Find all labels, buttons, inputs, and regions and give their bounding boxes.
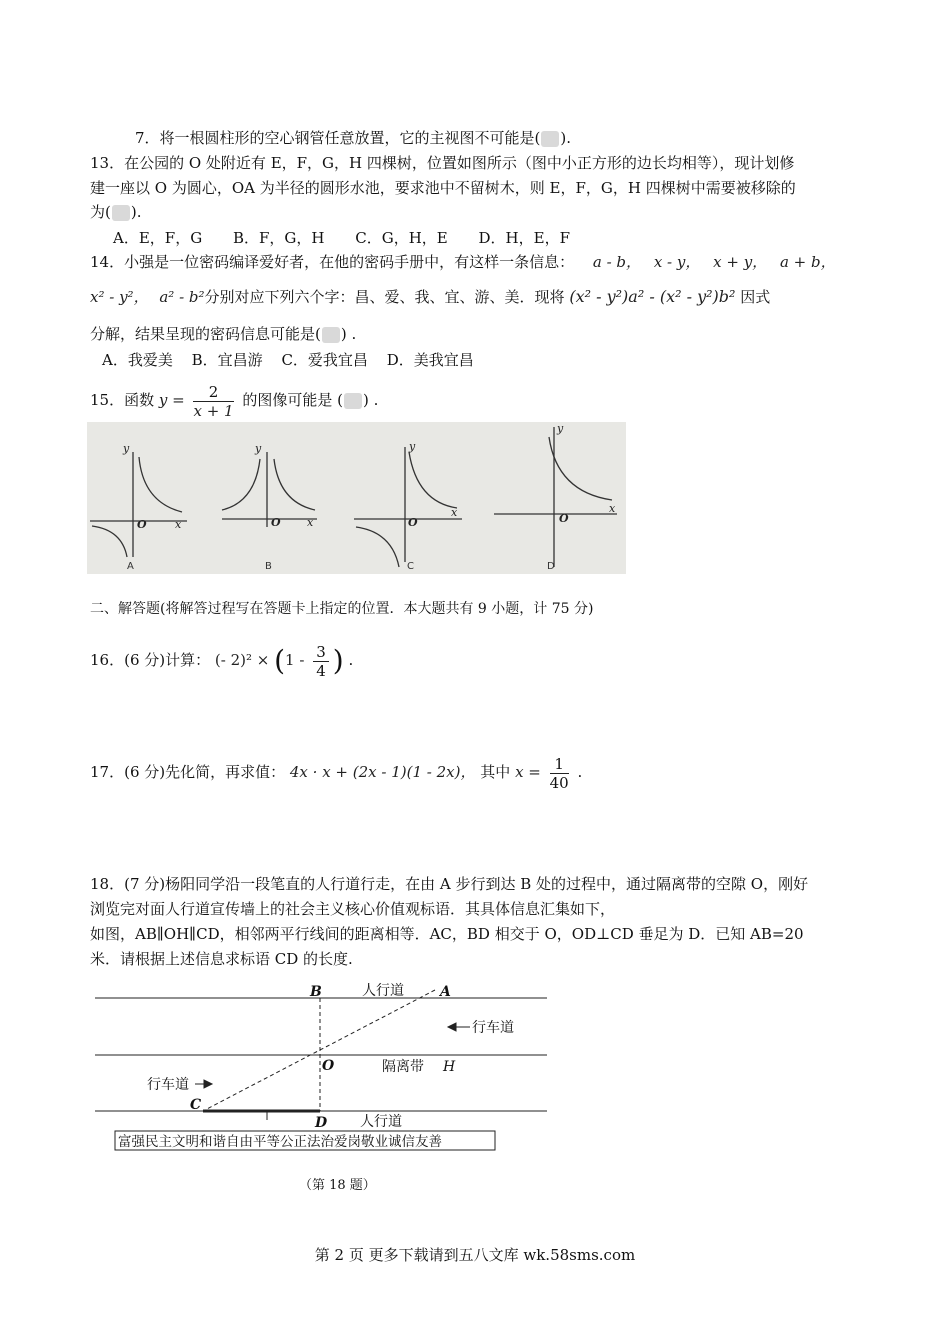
- slogan-text: 富强民主文明和谐自由平等公正法治爱岗敬业诚信友善: [118, 1134, 442, 1150]
- answer-blank: [322, 327, 340, 343]
- graph-b-curve-left: [222, 459, 260, 510]
- answer-blank: [344, 393, 362, 409]
- expr-x2-minus-y2: x² - y²，: [90, 288, 149, 306]
- expr-a2-minus-b2: a² - b²: [159, 288, 205, 306]
- graph-b-y-label: y: [255, 442, 262, 455]
- page-footer: 第 2 页 更多下载请到五八文库 wk.58sms.com: [314, 1246, 636, 1264]
- lane-arrow-head-left: [448, 1023, 456, 1031]
- graph-a-y-label: y: [123, 442, 130, 455]
- graph-c-origin: O: [408, 516, 418, 529]
- q13-line3: 为( ).: [90, 203, 142, 221]
- expr-a-minus-b: a - b，: [592, 253, 642, 271]
- q7-text: 7．将一根圆柱形的空心钢管任意放置，它的主视图不可能是(: [135, 129, 541, 147]
- q14-option-d: D．美我宜昌: [386, 351, 474, 369]
- label-sidewalk-bottom: 人行道: [360, 1114, 402, 1130]
- answer-blank: [541, 131, 559, 147]
- label-sidewalk-top: 人行道: [362, 983, 404, 999]
- q16-line: 16．(6 分)计算： (- 2)² × (1 - $\frac{3}{4}$ ) .: [90, 642, 354, 680]
- q18-line3: 如图，AB∥OH∥CD，相邻两平行线间的距离相等．AC，BD 相交于 O，OD⊥CD 垂足为 D．已知 AB=20: [90, 925, 804, 943]
- q13-option-c: C．G，H，E: [355, 229, 448, 247]
- lane-arrow-head-right: [204, 1080, 212, 1088]
- graph-c-x-label: x: [451, 506, 458, 519]
- q14-option-b: B．宜昌游: [191, 351, 263, 369]
- q13-option-d: D．H，E，F: [478, 229, 570, 247]
- label-c: C: [190, 1097, 202, 1113]
- graph-a-curve-right: [139, 457, 182, 512]
- graph-b-x-label: x: [307, 516, 314, 529]
- label-divider: 隔离带: [382, 1059, 424, 1075]
- answer-blank: [112, 205, 130, 221]
- q18-line2: 浏览完对面人行道宣传墙上的社会主义核心价值观标语．其具体信息汇集如下，: [90, 900, 616, 918]
- graph-c-curve-left: [356, 527, 399, 567]
- q18-diagram: [90, 975, 560, 1155]
- expr-main: (x² - y²)a² - (x² - y²)b²: [569, 287, 736, 306]
- q15-line: 15．函数 y = $\frac{2}{x + 1}$ 的图像可能是 ( ) .: [90, 382, 379, 420]
- graph-d-y-label: y: [557, 422, 564, 435]
- graph-d-label: D: [547, 561, 555, 572]
- graph-b-origin: O: [271, 516, 281, 529]
- q17-fraction: $\frac{1}{40}$: [549, 754, 569, 792]
- label-d: D: [315, 1115, 328, 1131]
- graph-a-x-label: x: [175, 518, 182, 531]
- graph-c-label: C: [407, 561, 414, 572]
- q15-graph-panel: [87, 422, 626, 574]
- expr-x-plus-y: x + y，: [713, 253, 768, 271]
- label-lane-left: 行车道: [147, 1077, 189, 1093]
- q13-line2: 建一座以 O 为圆心，OA 为半径的圆形水池，要求池中不留树木，则 E，F，G，H 四棵树中需要被移除的: [90, 179, 796, 197]
- q14-option-a: A．我爱美: [102, 351, 173, 369]
- q16-fraction: $\frac{3}{4}$: [313, 643, 329, 680]
- graph-a-curve-left: [92, 526, 127, 557]
- q13-option-a: A．E，F，G: [113, 229, 203, 247]
- q15-graphs-svg: [87, 422, 626, 574]
- q13-option-b: B．F，G，H: [232, 229, 325, 247]
- q7-line: 7．将一根圆柱形的空心钢管任意放置，它的主视图不可能是( ).: [135, 129, 572, 147]
- label-a: A: [440, 984, 451, 1000]
- graph-c-y-label: y: [409, 440, 416, 453]
- graph-d-x-label: x: [609, 502, 616, 515]
- expr-x-minus-y: x - y，: [653, 253, 701, 271]
- graph-a-label: A: [127, 561, 134, 572]
- label-h: H: [443, 1059, 456, 1075]
- q14-line2: x² - y²， a² - b²分别对应下列六个字：昌、爱、我、宜、游、美．现将 (x² - y²)a² - (x² - y²)b² 因式: [90, 287, 771, 306]
- graph-d-origin: O: [559, 512, 569, 525]
- graph-c-curve-right: [409, 452, 457, 508]
- q14-line1: 14．小强是一位密码编译爱好者，在他的密码手册中，有这样一条信息： a - b， x - y， x + y， a + b，: [90, 253, 836, 271]
- q14-option-c: C．爱我宜昌: [281, 351, 368, 369]
- label-lane-right: 行车道: [472, 1020, 514, 1036]
- q18-line4: 米．请根据上述信息求标语 CD 的长度.: [90, 950, 353, 968]
- q15-fraction: $\frac{2}{x + 1}$: [193, 382, 234, 420]
- q14-options: [102, 349, 488, 371]
- q17-line: 17．(6 分)先化简，再求值： 4x · x + (2x - 1)(1 - 2x)， 其中 x = $\frac{1}{40}$ .: [90, 754, 583, 792]
- q18-line1: 18．(7 分)杨阳同学沿一段笔直的人行道行走，在由 A 步行到达 B 处的过程中，通过隔离带的空隙 O，刚好: [90, 875, 809, 893]
- ac-dashed-line: [203, 990, 435, 1111]
- label-o: O: [322, 1058, 335, 1074]
- q13-line1: 13．在公园的 O 处附近有 E，F，G，H 四棵树，位置如图所示（图中小正方形的边长均相等），现计划修: [90, 154, 795, 172]
- section-2-heading: 二、解答题(将解答过程写在答题卡上指定的位置．本大题共有 9 小题，计 75 分): [90, 601, 594, 617]
- graph-a-origin: O: [137, 518, 147, 531]
- expr-a-plus-b: a + b，: [779, 253, 836, 271]
- graph-b-label: B: [265, 561, 272, 572]
- graph-b-curve-right: [274, 459, 315, 510]
- q13-options: [113, 227, 596, 249]
- q14-line3: 分解，结果呈现的密码信息可能是( ) .: [90, 325, 357, 343]
- graph-d-curve: [549, 437, 612, 500]
- label-b: B: [310, 984, 322, 1000]
- q18-caption: （第 18 题）: [299, 1178, 376, 1193]
